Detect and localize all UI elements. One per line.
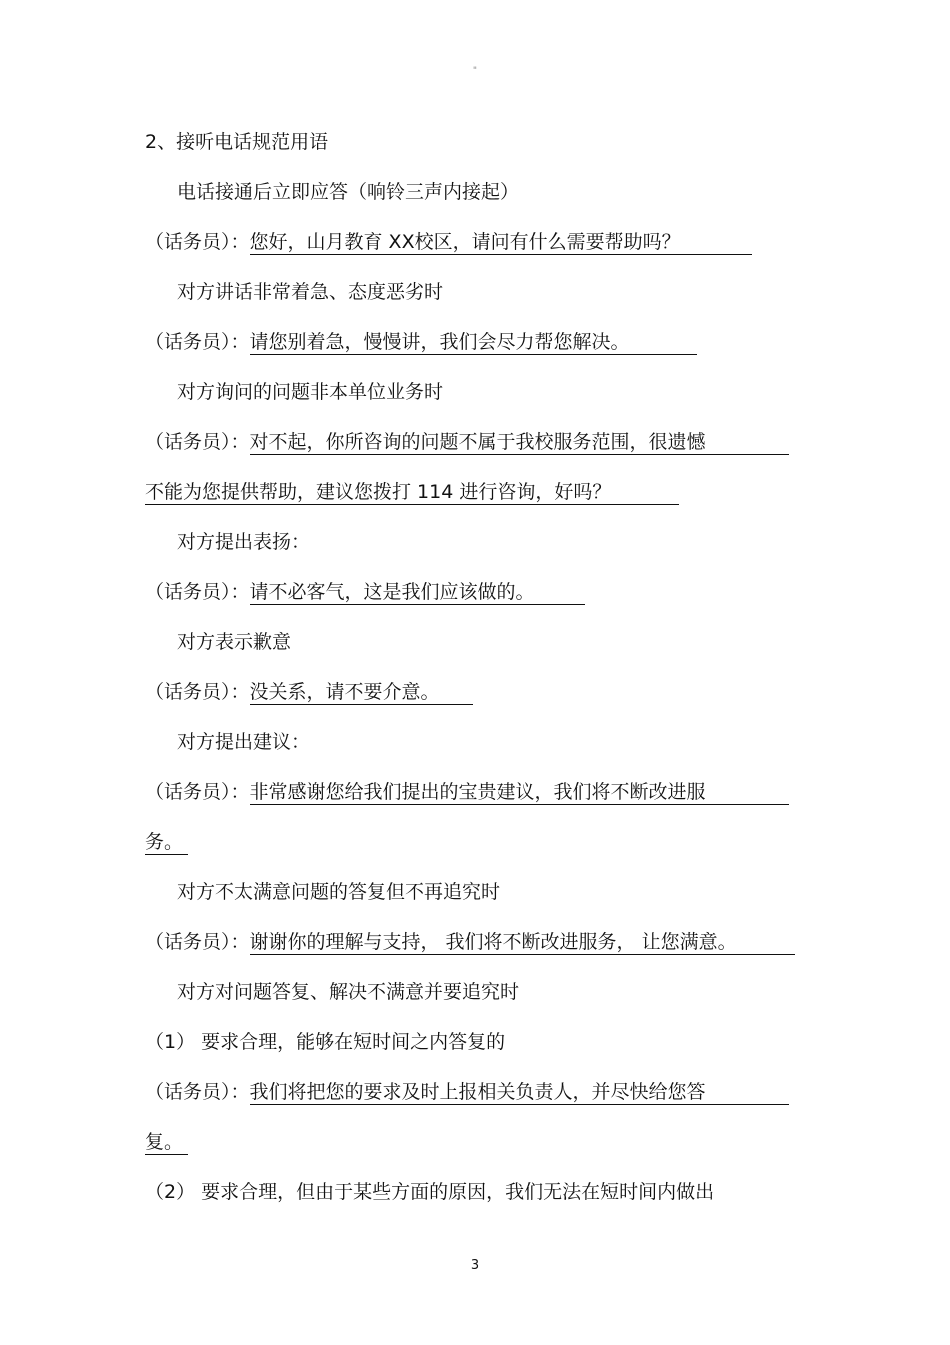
reply-prefix: （话务员）： xyxy=(145,581,250,603)
reply-prefix: （话务员）： xyxy=(145,931,250,953)
page-number: 3 xyxy=(470,1258,480,1273)
situation-anxious-caller: 对方讲话非常着急、态度恶劣时 xyxy=(177,281,444,303)
reply-calm xyxy=(145,329,697,355)
reply-text: 您好，山月教育 XX校区，请问有什么需要帮助吗？ xyxy=(250,230,752,255)
situation-dissatisfied-pursuing: 对方对问题答复、解决不满意并要追究时 xyxy=(177,981,520,1003)
reply-text: 务。 xyxy=(145,830,188,855)
section-heading: 2、接听电话规范用语 xyxy=(145,131,329,153)
reply-case-1 xyxy=(145,1079,789,1105)
reply-text: 我们将把您的要求及时上报相关负责人，并尽快给您答 xyxy=(250,1080,789,1105)
reply-suggestion-continued xyxy=(145,829,188,855)
reply-text: 不能为您提供帮助，建议您拨打 114 进行咨询，好吗？ xyxy=(145,480,679,505)
reply-suggestion xyxy=(145,779,789,805)
reply-out-of-scope xyxy=(145,429,789,455)
reply-text: 谢谢你的理解与支持， 我们将不断改进服务， 让您满意。 xyxy=(250,930,795,955)
reply-text: 非常感谢您给我们提出的宝贵建议，我们将不断改进服 xyxy=(250,780,789,805)
reply-out-of-scope-continued xyxy=(145,479,679,505)
reply-greeting xyxy=(145,229,752,255)
header-mark: " xyxy=(472,66,478,76)
situation-partially-satisfied: 对方不太满意问题的答复但不再追究时 xyxy=(177,881,501,903)
reply-prefix: （话务员）： xyxy=(145,331,250,353)
reply-text: 请您别着急，慢慢讲，我们会尽力帮您解决。 xyxy=(250,330,697,355)
reply-text: 复。 xyxy=(145,1130,188,1155)
reply-praise xyxy=(145,579,585,605)
reply-text: 请不必客气，这是我们应该做的。 xyxy=(250,580,585,605)
reply-text: 对不起，你所咨询的问题不属于我校服务范围，很遗憾 xyxy=(250,430,789,455)
reply-prefix: （话务员）： xyxy=(145,681,250,703)
reply-partially-satisfied xyxy=(145,929,795,955)
reply-prefix: （话务员）： xyxy=(145,231,250,253)
reply-apology xyxy=(145,679,473,705)
reply-prefix: （话务员）： xyxy=(145,1081,250,1103)
reply-prefix: （话务员）： xyxy=(145,781,250,803)
reply-prefix: （话务员）： xyxy=(145,431,250,453)
situation-answer-call: 电话接通后立即应答（响铃三声内接起） xyxy=(177,181,520,203)
reply-text: 没关系，请不要介意。 xyxy=(250,680,473,705)
situation-suggestion: 对方提出建议： xyxy=(177,731,311,753)
reply-case-1-continued xyxy=(145,1129,188,1155)
situation-out-of-scope: 对方询问的问题非本单位业务时 xyxy=(177,381,444,403)
case-1-heading: （1） 要求合理，能够在短时间之内答复的 xyxy=(145,1031,506,1053)
situation-praise: 对方提出表扬： xyxy=(177,531,311,553)
situation-apology: 对方表示歉意 xyxy=(177,631,292,653)
case-2-heading: （2） 要求合理，但由于某些方面的原因，我们无法在短时间内做出 xyxy=(145,1181,715,1203)
